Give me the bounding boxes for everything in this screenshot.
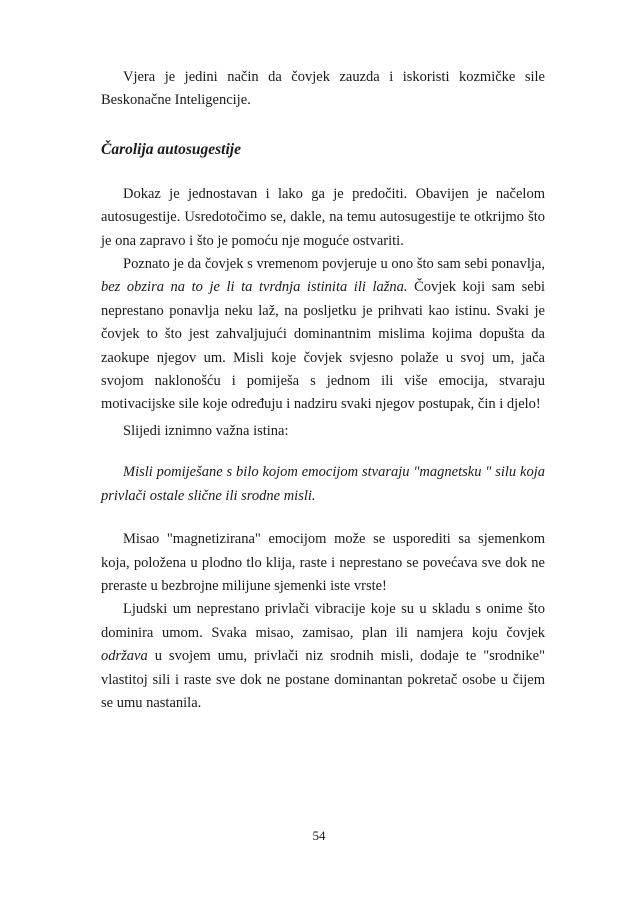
paragraph-magnetized-thought: Misao "magnetizirana" emocijom može se usporediti sa sjemenkom koja, položena u plodno tlo klija, raste i neprestano se povećava sve dok ne preraste u bezbrojne milijune sjemenki iste vrste! — [101, 531, 545, 594]
paragraph-belief-start: Poznato je da čovjek s vremenom povjeruje u ono što sam sebi ponavlja, — [123, 256, 545, 273]
paragraph-human-mind — [101, 598, 545, 715]
paragraph-belief-emphasis: bez obzira na to je li ta tvrdnja istinita ili lažna. — [101, 279, 408, 296]
section-heading: Čarolija autosugestije — [101, 140, 241, 158]
intro-paragraph: Vjera je jedini način da čovjek zauzda i iskoristi kozmičke sile Beskonačne Inteligencije. — [101, 69, 545, 109]
paragraph-truth-intro: Slijedi iznimno važna istina: — [123, 422, 289, 439]
paragraph-belief-end: Čovjek koji sam sebi neprestano ponavlja neku laž, na posljetku je prihvati kao istinu. Svaki je čovjek to što jest zahvaljujući dominantnim mislima kojima dopušta da zaokupe njegov um. Misli koje čovjek svjesno polaže u svoj um, jača svojom naklonošću i pomiješa s jednom ili više emocija, stvaraju motivacijske sile koje određuju i nadziru svaki njegov postupak, čin i djelo! — [101, 279, 545, 413]
document-page — [101, 66, 545, 715]
paragraph-proof: Dokaz je jednostavan i lako ga je predočiti. Obavijen je načelom autosugestije. Usredotočimo se, dakle, na temu autosugestije te otkrijmo što je ona zapravo i što je pomoću nje moguće ostvariti. — [101, 185, 545, 249]
paragraph-mind-emphasis: održava — [101, 648, 148, 665]
page-number: 54 — [312, 828, 326, 843]
key-quote: Misli pomiješane s bilo kojom emocijom stvaraju "magnetsku " silu koja privlači ostale slične ili srodne misli. — [101, 464, 545, 504]
paragraph-mind-end: u svojem umu, privlači niz srodnih misli, dodaje te "srodnike" vlastitoj sili i raste sve dok ne postane dominantan pokretač osobe u čijem se umu nastanila. — [101, 648, 545, 711]
paragraph-belief — [101, 253, 545, 417]
paragraph-mind-start: Ljudski um neprestano privlači vibracije koje su u skladu s onime što dominira umom. Svaka misao, zamisao, plan ili namjera koju čovjek — [101, 601, 545, 641]
